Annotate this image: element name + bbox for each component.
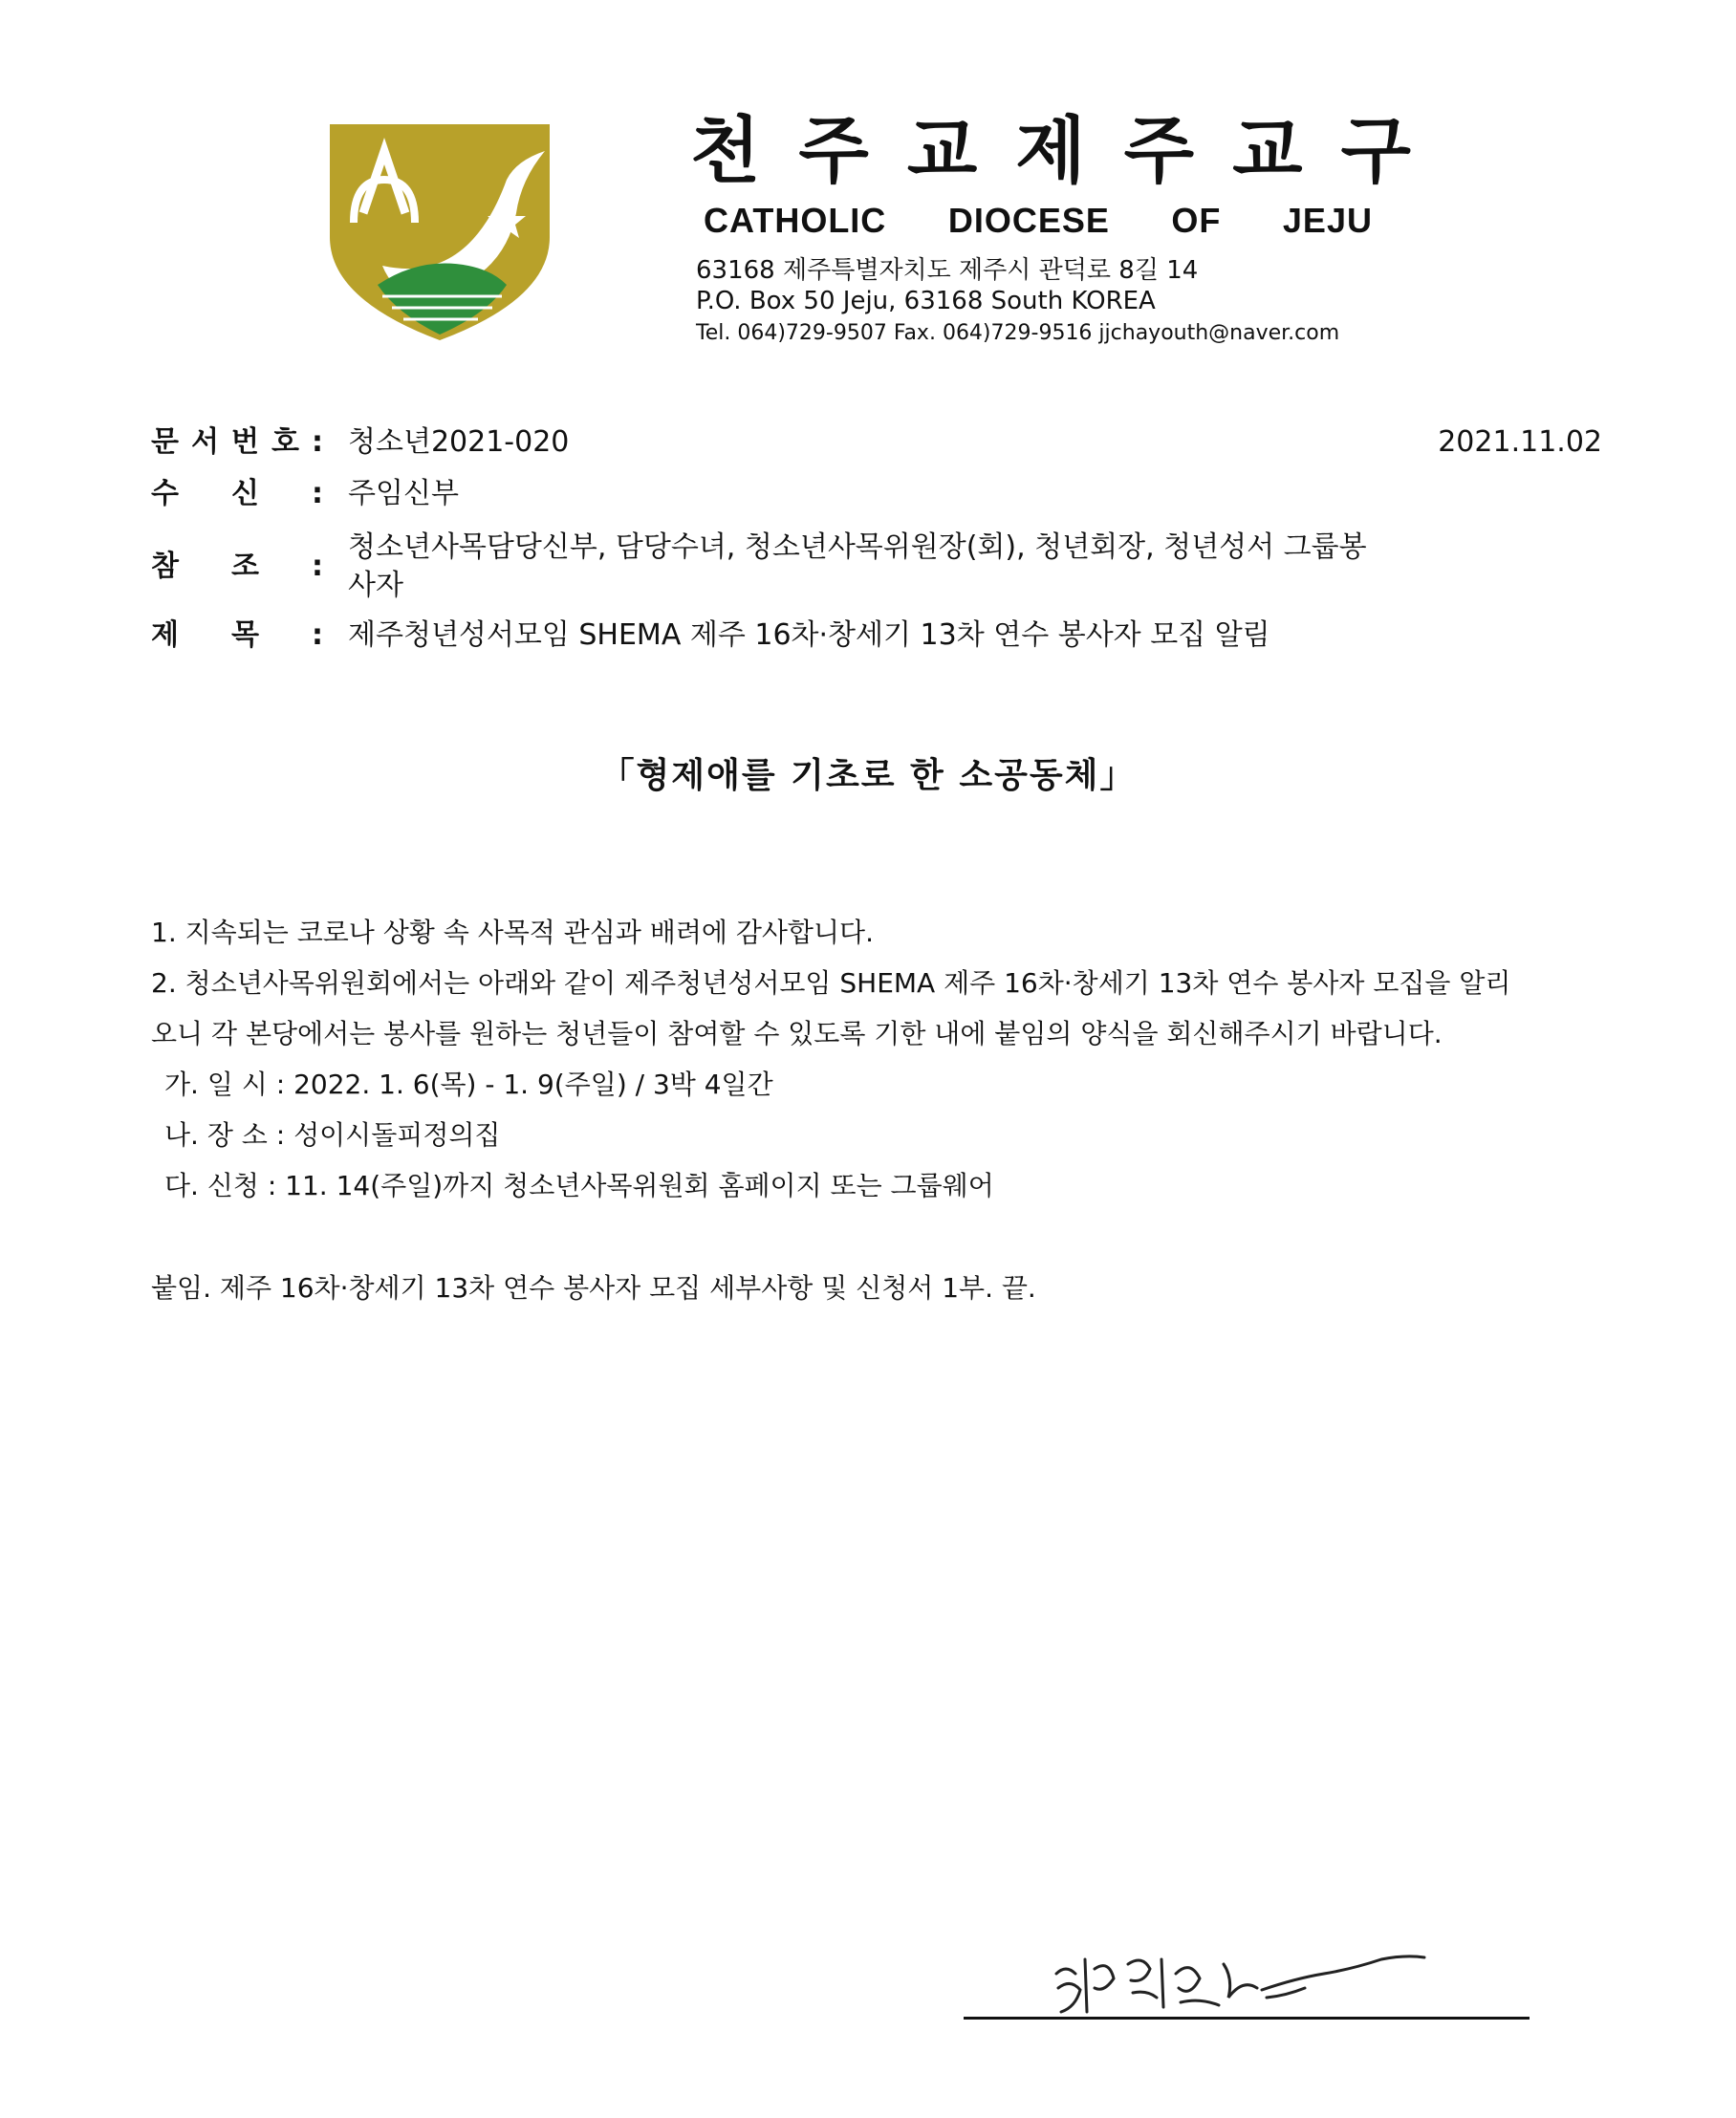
label-char: 호 — [271, 425, 299, 459]
body-attachment-note: 붙임. 제주 16차·창세기 13차 연수 봉사자 모집 세부사항 및 신청서 1부. 끝. — [151, 1272, 1036, 1304]
label-colon: : — [312, 425, 323, 459]
reference-value: 청소년사목담당신부, 담당수녀, 청소년사목위원장(회), 청년회장, 청년성서 그룹봉 사자 — [348, 530, 1367, 602]
slogan-heading: 「형제애를 기초로 한 소공동체」 — [599, 756, 1137, 795]
body-item-application: 다. 신청 : 11. 14(주일)까지 청소년사목위원회 홈페이지 또는 그룹웨어 — [164, 1170, 994, 1201]
subject-row — [151, 616, 1438, 655]
label-char: 제 — [151, 618, 179, 652]
label-char: 목 — [231, 618, 259, 652]
body-paragraph-2-line-1: 2. 청소년사목위원회에서는 아래와 같이 제주청년성서모임 SHEMA 제주 16차·창세기 13차 연수 봉사자 모집을 알리 — [151, 967, 1511, 999]
label-colon: : — [312, 618, 323, 652]
label-colon: : — [312, 550, 323, 583]
label-char: 수 — [151, 477, 179, 510]
body-paragraph-1: 1. 지속되는 코로나 상황 속 사목적 관심과 배려에 감사합니다. — [151, 917, 874, 948]
label-char: 서 — [191, 425, 219, 459]
recipient-value: 주임신부 — [348, 477, 459, 510]
label-char: 문 — [151, 425, 179, 459]
handwritten-signature-icon — [1037, 1921, 1439, 2026]
org-name-korean: 천주교제주교구 — [690, 108, 1449, 193]
doc-number-label — [151, 423, 323, 462]
recipient-row — [151, 475, 1438, 513]
label-colon: : — [312, 477, 323, 510]
org-name-en-word: OF — [1171, 201, 1222, 240]
org-name-english — [704, 201, 1373, 240]
label-char: 신 — [231, 477, 259, 510]
body-item-location: 나. 장 소 : 성이시돌피정의집 — [164, 1119, 501, 1151]
diocese-logo-icon — [325, 122, 554, 342]
org-name-en-word: DIOCESE — [947, 201, 1110, 240]
doc-number-value: 청소년2021-020 — [348, 425, 570, 459]
label-char: 참 — [151, 550, 179, 583]
org-name-en-word: JEJU — [1282, 201, 1373, 240]
doc-date: 2021.11.02 — [1438, 425, 1602, 459]
recipient-label — [151, 475, 323, 513]
signature-line — [964, 2017, 1530, 2020]
doc-number-row — [151, 423, 1438, 462]
label-char: 번 — [231, 425, 259, 459]
org-contact-info: Tel. 064)729-9507 Fax. 064)729-9516 jjchayouth@naver.com — [696, 321, 1340, 345]
subject-value: 제주청년성서모임 SHEMA 제주 16차·창세기 13차 연수 봉사자 모집 알림 — [348, 618, 1270, 652]
org-address-english: P.O. Box 50 Jeju, 63168 South KOREA — [696, 287, 1156, 315]
reference-row — [151, 529, 1438, 605]
reference-label — [151, 548, 323, 586]
body-item-schedule: 가. 일 시 : 2022. 1. 6(목) - 1. 9(주일) / 3박 4일간 — [164, 1069, 773, 1100]
org-address-korean: 63168 제주특별자치도 제주시 관덕로 8길 14 — [696, 256, 1199, 285]
body-paragraph-2-line-2: 오니 각 본당에서는 봉사를 원하는 청년들이 참여할 수 있도록 기한 내에 붙임의 양식을 회신해주시기 바랍니다. — [151, 1018, 1443, 1049]
label-char: 조 — [231, 550, 259, 583]
org-name-en-word: CATHOLIC — [704, 201, 887, 240]
subject-label — [151, 616, 323, 655]
